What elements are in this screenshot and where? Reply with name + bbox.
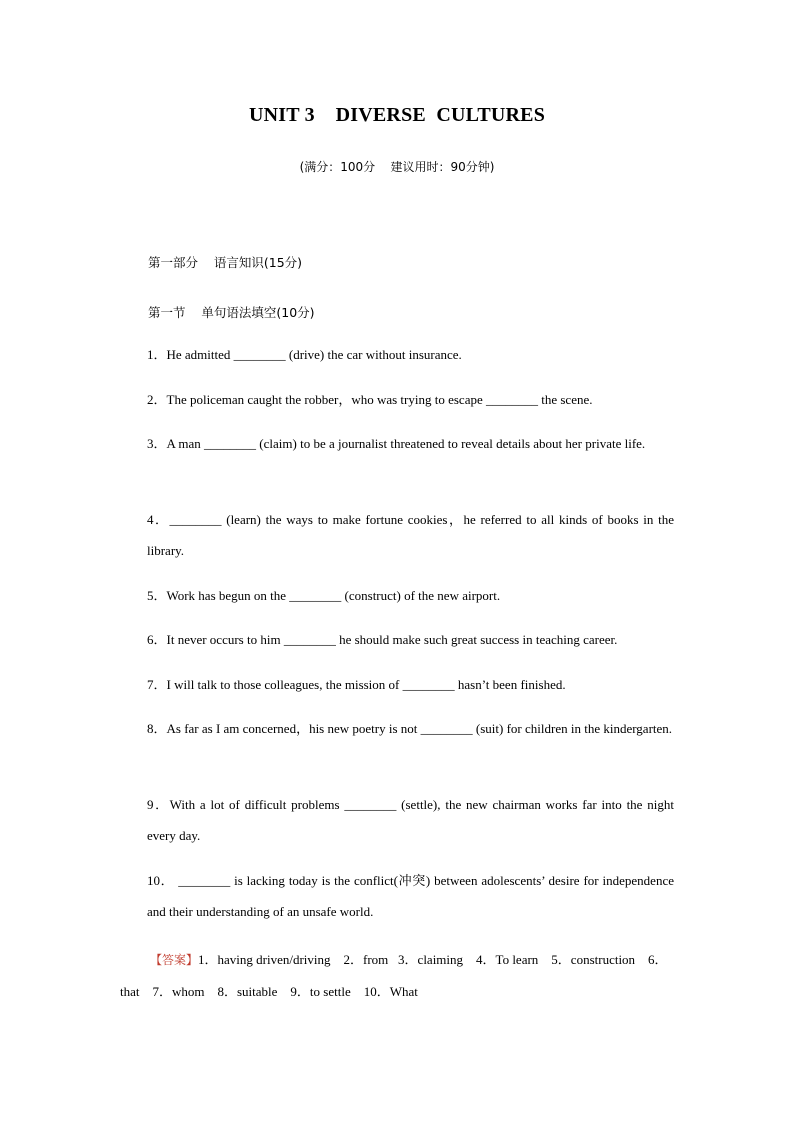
question-7 <box>120 669 674 700</box>
question-text: 6．It never occurs to him ________ he should make such great success in teaching career. <box>147 632 618 647</box>
part-heading: 第一部分 语言知识(15分) <box>148 255 303 270</box>
section-heading: 第一节 单句语法填空(10分) <box>148 305 315 320</box>
question-1 <box>120 339 674 370</box>
score-time-info: (满分：100分 建议用时：90分钟) <box>299 160 495 174</box>
answer-block <box>120 944 674 1007</box>
question-text: 9．With a lot of difficult problems ________ (settle), the new chairman works far into the night every day. <box>147 797 678 843</box>
question-text: 10． ________ is lacking today is the conflict(冲突) between adolescents’ desire for independence and their understanding of an unsafe world. <box>147 873 678 919</box>
question-text: 5．Work has begun on the ________ (construct) of the new airport. <box>147 588 501 603</box>
question-8 <box>120 713 674 744</box>
question-text: 1．He admitted ________ (drive) the car without insurance. <box>147 347 462 362</box>
page-title: UNIT 3 DIVERSE CULTURES <box>248 104 546 126</box>
answer-text: 1．having driven/driving 2．from 3．claiming 4．To learn 5．construction 6．that 7．whom 8．suitable 9．to settle 10．What <box>120 952 668 999</box>
question-text: 2．The policeman caught the robber，who was trying to escape ________ the scene. <box>147 392 593 407</box>
question-text: 7．I will talk to those colleagues, the mission of ________ hasn’t been finished. <box>147 677 566 692</box>
question-6 <box>120 624 674 655</box>
question-4 <box>120 504 678 566</box>
answer-tag: 【答案】 <box>150 953 199 967</box>
question-text: 3．A man ________ (claim) to be a journalist threatened to reveal details about her private life. <box>147 436 646 451</box>
question-9 <box>120 789 678 851</box>
question-3 <box>120 428 674 459</box>
question-text: 8．As far as I am concerned，his new poetry is not ________ (suit) for children in the kindergarten. <box>147 721 673 736</box>
question-10 <box>120 865 678 927</box>
question-2 <box>120 384 674 415</box>
question-5 <box>120 580 674 611</box>
question-text: 4．________ (learn) the ways to make fortune cookies，he referred to all kinds of books in the library. <box>147 512 678 558</box>
